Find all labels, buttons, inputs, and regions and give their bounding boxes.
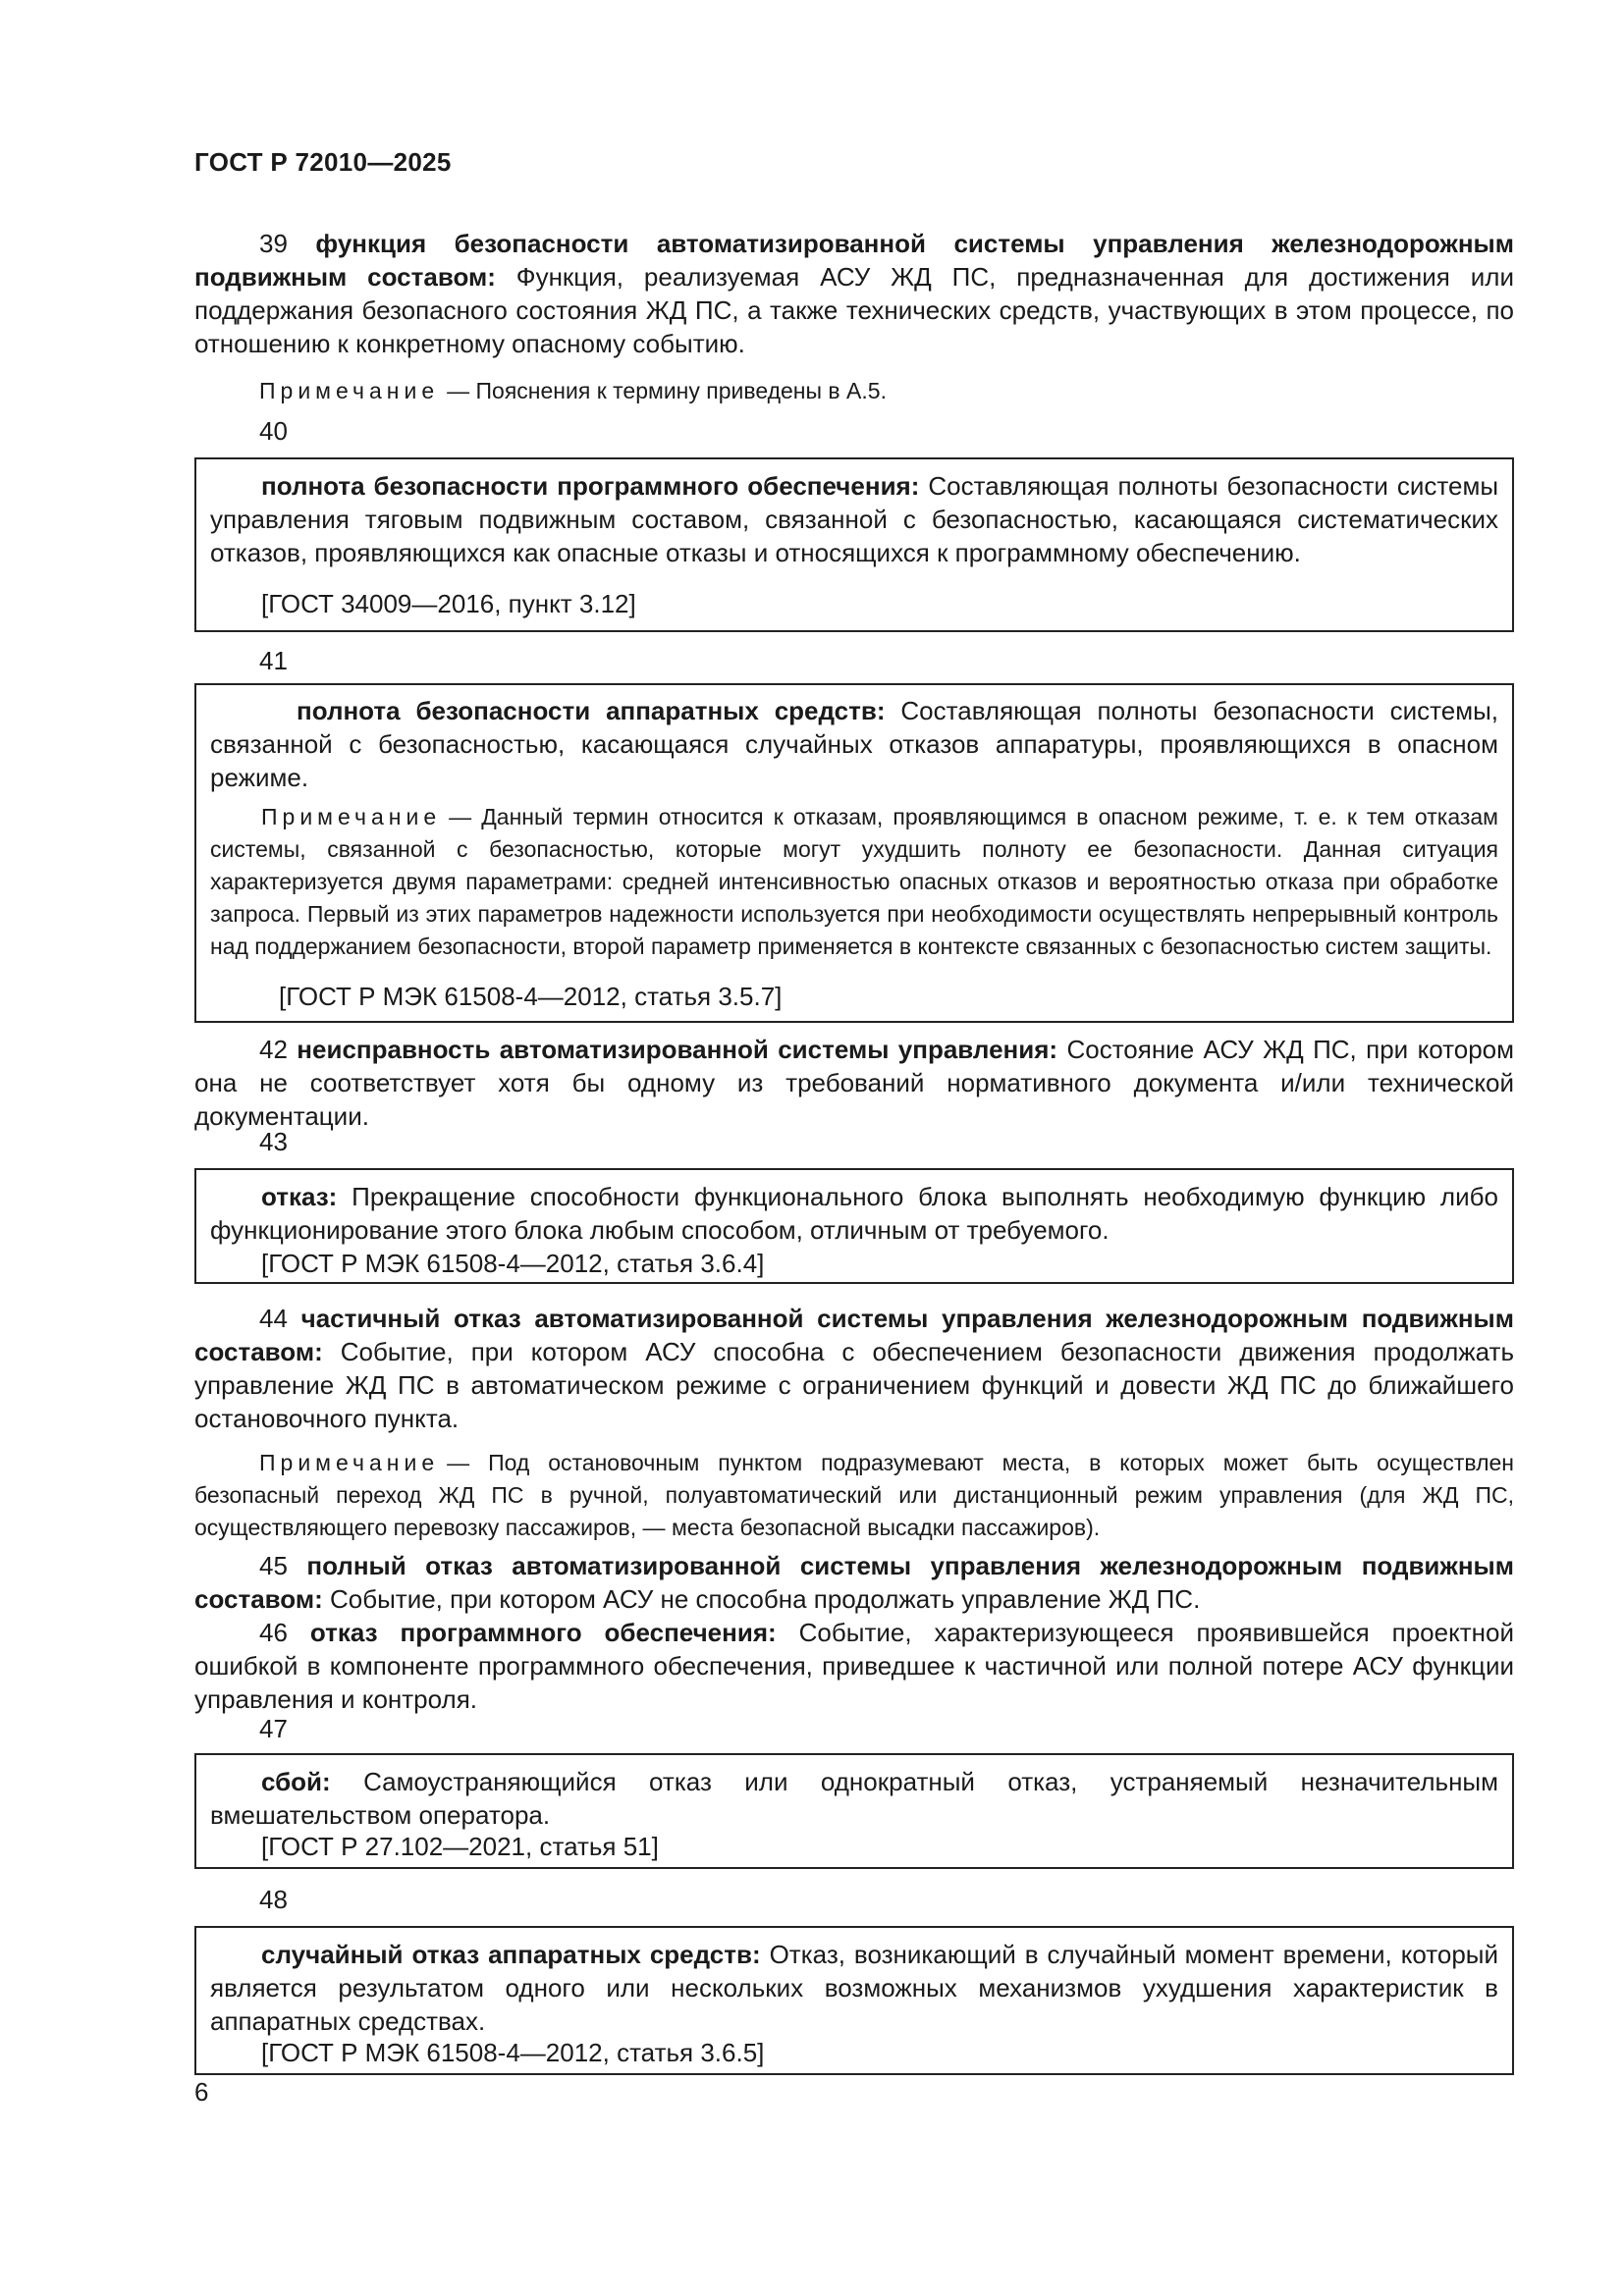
term-definition: Отказ, возникающий в случайный момент времени, который является результатом одного или нескольких возможных механизмов ухудшения характеристик в аппаратных средствах.: [210, 1940, 1498, 2036]
term-title: случайный отказ аппаратных средств:: [261, 1940, 761, 1969]
note-label: Примечание: [259, 1450, 440, 1475]
term-48: [210, 1938, 1498, 2038]
term-39-note: [194, 375, 1514, 407]
note-text: — Данный термин относится к отказам, проявляющимся в опасном режиме, т. е. к тем отказам системы, связанной с безопасностью, которые могут ухудшить полноту ее безопасности. Данная ситуация характеризуется двумя параметрами: средней интенсивностью опасных отказов и вероятностью отказа при обработке запроса. Первый из этих параметров надежности используется при необходимости осуществлять непрерывный контроль над поддержанием безопасности, второй параметр применяется в контексте связанных с безопасностью систем защиты.: [210, 804, 1498, 959]
term-41-number: 41: [259, 646, 288, 675]
term-definition: Состояние АСУ ЖД ПС, при котором она не соответствует хотя бы одному из требований нормативного документа и/или технической документации.: [194, 1035, 1514, 1131]
term-39: [194, 227, 1514, 360]
term-number: 45: [259, 1551, 288, 1580]
term-definition: Составляющая полноты безопасности системы, связанной с безопасностью, касающаяся случайных отказов аппаратуры, проявляющихся в опасном режиме.: [210, 696, 1498, 792]
term-48-box: [194, 1926, 1514, 2075]
term-definition: Функция, реализуемая АСУ ЖД ПС, предназначенная для достижения или поддержания безопасного состояния ЖД ПС, а также технических средств, участвующих в этом процессе, по отношению к конкретному опасному событию.: [194, 262, 1514, 358]
term-40-number: 40: [259, 416, 288, 446]
note-text: — Пояснения к термину приведены в А.5.: [447, 378, 887, 403]
term-47-reference: [ГОСТ Р 27.102—2021, статья 51]: [261, 1832, 659, 1861]
term-43: [210, 1180, 1498, 1247]
term-47-number: 47: [259, 1714, 288, 1743]
note-label: Примечание: [259, 378, 440, 403]
term-number: 39: [259, 229, 288, 258]
term-43-box: [194, 1168, 1514, 1284]
term-42: [194, 1033, 1514, 1133]
term-title: функция безопасности автоматизированной системы управления железнодорожным подвижным составом:: [194, 229, 1514, 292]
page-number: 6: [194, 2077, 209, 2107]
term-title: отказ:: [261, 1182, 338, 1211]
term-41: [210, 694, 1498, 794]
term-definition: Прекращение способности функционального блока выполнять необходимую функцию либо функционирование этого блока любым способом, отличным от требуемого.: [210, 1182, 1498, 1245]
term-47-box: [194, 1753, 1514, 1869]
term-title: частичный отказ автоматизированной системы управления железнодорожным подвижным составом:: [194, 1304, 1514, 1366]
term-45: [194, 1549, 1514, 1616]
note-text: — Под остановочным пунктом подразумевают места, в которых может быть осуществлен безопасный переход ЖД ПС в ручной, полуавтоматический или дистанционный режим управления (для ЖД ПС, осуществляющего перевозку пассажиров, — места безопасной высадки пассажиров).: [194, 1450, 1514, 1540]
term-number: 42: [259, 1035, 288, 1064]
term-40: [210, 469, 1498, 569]
term-40-reference: [ГОСТ 34009—2016, пункт 3.12]: [261, 589, 636, 618]
term-title: сбой:: [261, 1767, 331, 1796]
term-46: [194, 1616, 1514, 1716]
term-definition: Событие, характеризующееся проявившейся проектной ошибкой в компоненте программного обеспечения, приведшее к частичной или полной потере АСУ функции управления и контроля.: [194, 1618, 1514, 1714]
term-definition: Событие, при котором АСУ не способна продолжать управление ЖД ПС.: [329, 1584, 1201, 1614]
term-number: 46: [259, 1618, 288, 1647]
term-title: полный отказ автоматизированной системы управления железнодорожным подвижным составом:: [194, 1551, 1514, 1614]
term-41-box: [194, 683, 1514, 1023]
document-header: ГОСТ Р 72010—2025: [194, 147, 452, 177]
note-label: Примечание: [261, 804, 442, 829]
term-44-note: [194, 1447, 1514, 1544]
term-definition: Событие, при котором АСУ способна с обеспечением безопасности движения продолжать управление ЖД ПС в автоматическом режиме с ограничением функций и довести ЖД ПС до ближайшего остановочного пункта.: [194, 1337, 1514, 1433]
term-definition: Составляющая полноты безопасности системы управления тяговым подвижным составом, связанной с безопасностью, касающаяся систематических отказов, проявляющихся как опасные отказы и относящихся к программному обеспечению.: [210, 471, 1499, 567]
term-44: [194, 1302, 1514, 1435]
term-48-number: 48: [259, 1885, 288, 1914]
term-number: 44: [259, 1304, 288, 1333]
term-47: [210, 1765, 1498, 1832]
term-43-number: 43: [259, 1127, 288, 1156]
term-title: полнота безопасности программного обеспечения:: [261, 471, 920, 501]
term-title: полнота безопасности аппаратных средств:: [297, 696, 886, 725]
term-43-reference: [ГОСТ Р МЭК 61508-4—2012, статья 3.6.4]: [261, 1249, 765, 1278]
term-40-box: [194, 457, 1514, 632]
term-title: отказ программного обеспечения:: [309, 1618, 777, 1647]
term-41-note: [210, 801, 1498, 963]
term-definition: Самоустраняющийся отказ или однократный отказ, устраняемый незначительным вмешательством оператора.: [210, 1767, 1498, 1830]
term-title: неисправность автоматизированной системы управления:: [297, 1035, 1058, 1064]
term-41-reference: [ГОСТ Р МЭК 61508-4—2012, статья 3.5.7]: [279, 982, 783, 1011]
term-48-reference: [ГОСТ Р МЭК 61508-4—2012, статья 3.6.5]: [261, 2038, 765, 2067]
